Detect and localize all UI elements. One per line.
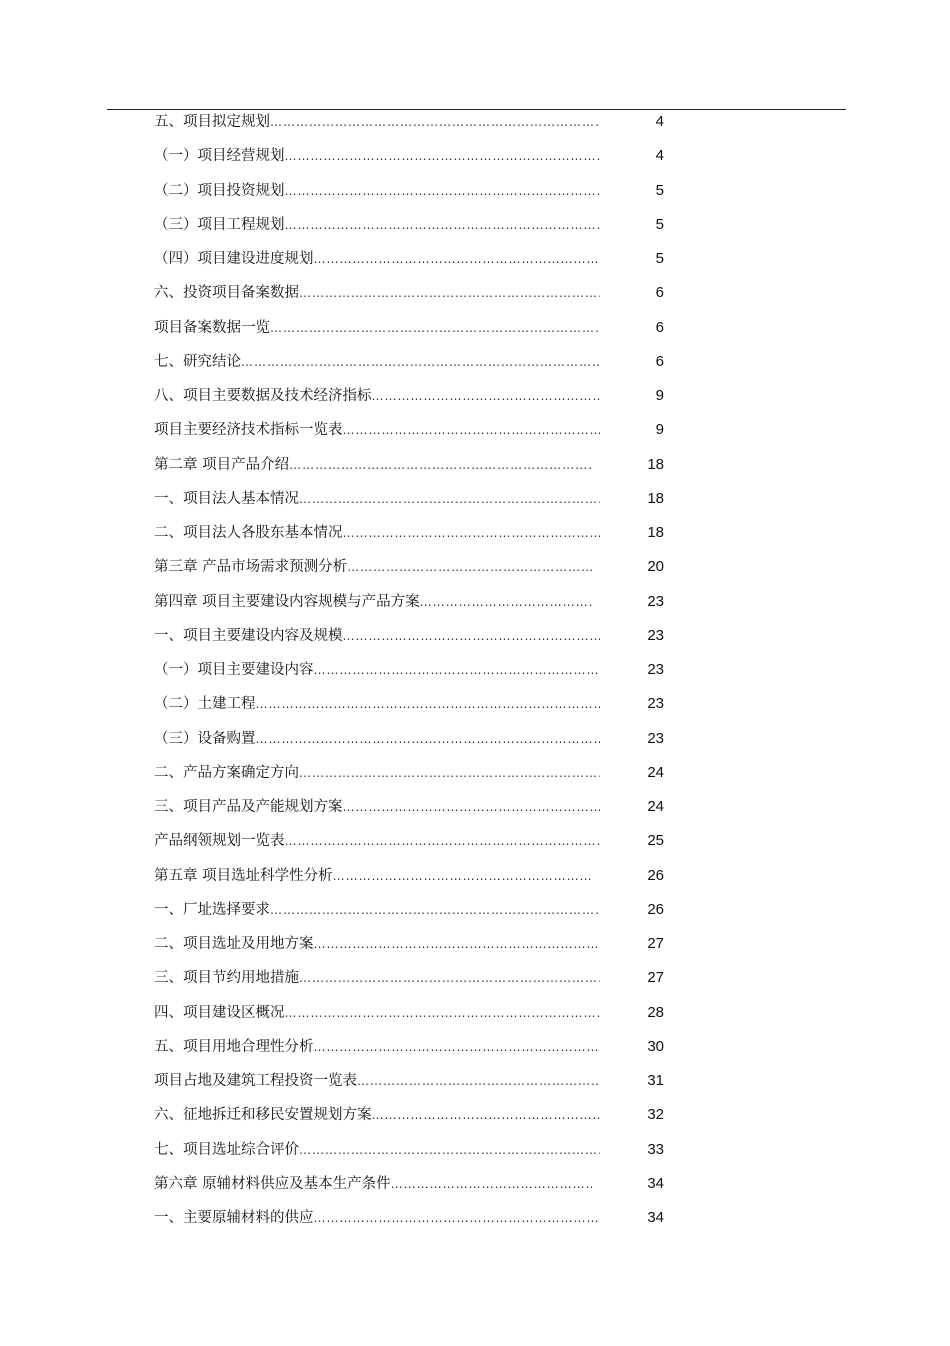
- toc-entry-title: [154, 314, 600, 342]
- dot-leader: [285, 177, 601, 205]
- toc-entry-title: [154, 827, 600, 855]
- toc-entry[interactable]: [0, 896, 950, 930]
- toc-entry-title: [154, 964, 600, 992]
- dot-leader: [343, 622, 601, 650]
- toc-entry-label: 二、项目选址及用地方案: [154, 936, 314, 952]
- toc-entry[interactable]: [0, 485, 950, 519]
- toc-entry-page-number: 4: [655, 147, 664, 165]
- toc-entry-label: 第二章 项目产品介绍: [154, 456, 290, 473]
- toc-entry-page-number: 23: [647, 695, 664, 713]
- toc-entry[interactable]: [0, 999, 950, 1033]
- toc-entry[interactable]: [0, 656, 950, 690]
- toc-entry-title: [154, 382, 600, 410]
- toc-entry-page-number: 32: [647, 1106, 664, 1124]
- toc-entry[interactable]: [0, 1101, 950, 1135]
- dot-leader: [270, 896, 600, 924]
- toc-entry-label: （三）项目工程规划: [154, 216, 285, 233]
- toc-entry-label: 四、项目建设区概况: [154, 1004, 285, 1021]
- dot-leader: [289, 451, 592, 479]
- toc-entry-title: [154, 1204, 600, 1232]
- dot-leader: [241, 348, 600, 376]
- toc-entry-page-number: 18: [647, 524, 664, 541]
- dot-leader: [314, 1204, 601, 1232]
- toc-entry-page-number: 5: [655, 215, 664, 233]
- toc-entry-title: [154, 348, 600, 376]
- toc-entry-title: [154, 451, 592, 479]
- toc-entry[interactable]: [0, 279, 950, 313]
- toc-entry-label: （一）项目主要建设内容: [154, 662, 314, 678]
- toc-entry[interactable]: [0, 553, 950, 587]
- toc-entry-page-number: 23: [647, 661, 664, 678]
- dot-leader: [270, 108, 600, 136]
- toc-entry-page-number: 27: [647, 935, 664, 952]
- toc-entry-label: 五、项目拟定规划: [154, 114, 270, 130]
- toc-entry[interactable]: [0, 451, 950, 485]
- toc-entry[interactable]: [0, 1067, 950, 1101]
- dot-leader: [285, 999, 601, 1027]
- toc-entry-title: [154, 211, 600, 239]
- toc-entry-title: [154, 862, 592, 890]
- toc-entry-page-number: 27: [647, 969, 664, 987]
- toc-entry-page-number: 31: [647, 1072, 664, 1089]
- toc-entry-page-number: 6: [655, 318, 664, 336]
- dot-leader: [270, 314, 600, 342]
- toc-entry[interactable]: [0, 519, 950, 553]
- dot-leader: [299, 964, 600, 992]
- toc-entry-label: 八、项目主要数据及技术经济指标: [154, 388, 372, 404]
- dot-leader: [372, 382, 601, 410]
- toc-entry[interactable]: [0, 1136, 950, 1170]
- toc-entry-title: [154, 1067, 600, 1095]
- toc-entry[interactable]: [0, 759, 950, 793]
- toc-entry[interactable]: [0, 930, 950, 964]
- toc-entry-title: [154, 793, 600, 821]
- toc-entry-page-number: 34: [647, 1209, 664, 1226]
- toc-entry[interactable]: [0, 588, 950, 622]
- toc-entry-page-number: 24: [647, 798, 664, 815]
- toc-entry-label: （一）项目经营规划: [154, 148, 285, 165]
- toc-entry-page-number: 23: [647, 592, 664, 610]
- dot-leader: [299, 759, 600, 787]
- toc-entry-page-number: 6: [655, 352, 664, 370]
- toc-entry-page-number: 6: [655, 284, 664, 302]
- toc-entry-page-number: 18: [647, 455, 664, 473]
- toc-entry-label: 一、项目主要建设内容及规模: [154, 627, 343, 644]
- toc-entry-title: [154, 1033, 600, 1061]
- toc-entry-title: [154, 1101, 600, 1129]
- toc-entry-label: 项目主要经济技术指标一览表: [154, 422, 343, 439]
- toc-entry-label: （二）土建工程: [154, 696, 256, 713]
- toc-entry-label: 二、项目法人各股东基本情况: [154, 525, 343, 541]
- toc-entry-title: [154, 588, 592, 616]
- toc-entry[interactable]: [0, 964, 950, 998]
- dot-leader: [372, 1101, 601, 1129]
- dot-leader: [343, 416, 601, 444]
- toc-entry[interactable]: [0, 314, 950, 348]
- toc-entry-title: [154, 1170, 592, 1198]
- toc-entry-title: [154, 485, 600, 513]
- toc-entry-title: [154, 999, 600, 1027]
- toc-entry-label: 二、产品方案确定方向: [154, 764, 299, 781]
- toc-entry-label: 第三章 产品市场需求预测分析: [154, 559, 348, 576]
- toc-entry-label: 项目占地及建筑工程投资一览表: [154, 1073, 357, 1089]
- dot-leader: [343, 793, 601, 821]
- toc-entry-title: [154, 416, 600, 444]
- toc-entry-page-number: 5: [655, 250, 664, 267]
- toc-entry-label: 七、项目选址综合评价: [154, 1141, 299, 1158]
- toc-entry-page-number: 18: [647, 489, 664, 507]
- toc-entry-title: [154, 896, 600, 924]
- toc-entry-page-number: 9: [655, 421, 664, 439]
- dot-leader: [357, 1067, 600, 1095]
- toc-entry[interactable]: [0, 690, 950, 724]
- toc-entry-title: [154, 142, 600, 170]
- toc-entry-title: [154, 108, 600, 136]
- toc-entry[interactable]: [0, 1170, 950, 1204]
- dot-leader: [299, 1136, 600, 1164]
- toc-entry-page-number: 26: [647, 866, 664, 884]
- toc-entry-title: [154, 656, 600, 684]
- toc-entry-label: 三、项目节约用地措施: [154, 970, 299, 987]
- toc-entry-page-number: 34: [647, 1174, 664, 1192]
- toc-entry-label: 三、项目产品及产能规划方案: [154, 799, 343, 815]
- toc-entry-label: 第六章 原辅材料供应及基本生产条件: [154, 1175, 391, 1192]
- toc-entry-title: [154, 177, 600, 205]
- toc-entry-label: 第五章 项目选址科学性分析: [154, 867, 333, 884]
- toc-entry[interactable]: [0, 177, 950, 211]
- toc-entry[interactable]: [0, 725, 950, 759]
- toc-entry-label: 七、研究结论: [154, 353, 241, 370]
- toc-entry-page-number: 33: [647, 1140, 664, 1158]
- toc-entry-label: 六、投资项目备案数据: [154, 285, 299, 302]
- dot-leader: [347, 553, 592, 581]
- table-of-contents: [0, 108, 950, 1238]
- dot-leader: [420, 588, 592, 616]
- toc-entry-title: [154, 690, 600, 718]
- toc-entry-label: （四）项目建设进度规划: [154, 251, 314, 267]
- toc-entry-label: 六、征地拆迁和移民安置规划方案: [154, 1107, 372, 1124]
- toc-entry[interactable]: [0, 1033, 950, 1067]
- toc-entry-title: [154, 279, 600, 307]
- toc-entry-label: 一、厂址选择要求: [154, 901, 270, 918]
- toc-entry-page-number: 9: [655, 387, 664, 404]
- dot-leader: [314, 245, 601, 273]
- toc-entry-page-number: 28: [647, 1003, 664, 1021]
- toc-entry-title: [154, 519, 600, 547]
- toc-entry[interactable]: [0, 1204, 950, 1238]
- toc-entry-page-number: 30: [647, 1037, 664, 1055]
- toc-entry[interactable]: [0, 382, 950, 416]
- dot-leader: [299, 279, 600, 307]
- toc-entry[interactable]: [0, 142, 950, 176]
- toc-entry[interactable]: [0, 211, 950, 245]
- toc-entry-label: 一、主要原辅材料的供应: [154, 1210, 314, 1226]
- toc-entry[interactable]: [0, 793, 950, 827]
- dot-leader: [343, 519, 601, 547]
- toc-entry-title: [154, 553, 592, 581]
- toc-entry-page-number: 26: [647, 900, 664, 918]
- toc-entry-label: 项目备案数据一览: [154, 319, 270, 336]
- dot-leader: [285, 211, 601, 239]
- dot-leader: [391, 1170, 592, 1198]
- dot-leader: [256, 725, 601, 753]
- toc-entry-title: [154, 622, 600, 650]
- toc-entry-page-number: 23: [647, 626, 664, 644]
- toc-entry-title: [154, 245, 600, 273]
- toc-entry-title: [154, 930, 600, 958]
- dot-leader: [314, 930, 601, 958]
- toc-entry-label: （二）项目投资规划: [154, 182, 285, 199]
- dot-leader: [314, 1033, 601, 1061]
- dot-leader: [285, 142, 601, 170]
- toc-entry-page-number: 4: [655, 113, 664, 130]
- toc-entry[interactable]: [0, 245, 950, 279]
- toc-entry-title: [154, 725, 600, 753]
- toc-entry-label: （三）设备购置: [154, 730, 256, 747]
- toc-entry-title: [154, 1136, 600, 1164]
- toc-entry-page-number: 24: [647, 763, 664, 781]
- toc-entry-page-number: 20: [647, 558, 664, 576]
- toc-entry[interactable]: [0, 108, 950, 142]
- dot-leader: [256, 690, 601, 718]
- dot-leader: [314, 656, 601, 684]
- toc-entry[interactable]: [0, 416, 950, 450]
- toc-entry-title: [154, 759, 600, 787]
- toc-entry-page-number: 5: [655, 181, 664, 199]
- toc-entry-page-number: 23: [647, 729, 664, 747]
- toc-entry[interactable]: [0, 348, 950, 382]
- dot-leader: [299, 485, 600, 513]
- toc-entry-page-number: 25: [647, 832, 664, 850]
- toc-entry-label: 五、项目用地合理性分析: [154, 1038, 314, 1055]
- toc-entry-label: 产品纲领规划一览表: [154, 833, 285, 850]
- toc-entry[interactable]: [0, 827, 950, 861]
- toc-entry[interactable]: [0, 622, 950, 656]
- dot-leader: [333, 862, 592, 890]
- toc-entry[interactable]: [0, 862, 950, 896]
- toc-entry-label: 一、项目法人基本情况: [154, 490, 299, 507]
- dot-leader: [285, 827, 601, 855]
- toc-entry-label: 第四章 项目主要建设内容规模与产品方案: [154, 593, 420, 610]
